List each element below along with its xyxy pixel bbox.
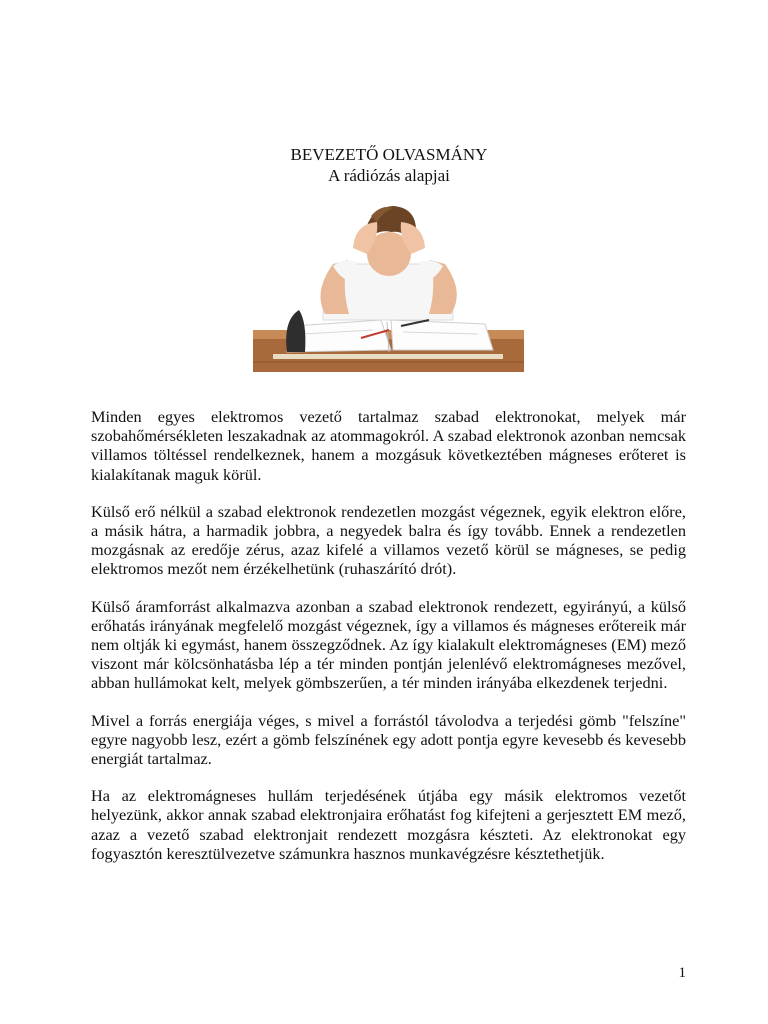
document-subtitle: A rádiózás alapjai xyxy=(328,166,450,185)
paragraph: Mivel a forrás energiája véges, s mivel a forrástól távolodva a terjedési gömb "felszíne" egyre nagyobb lesz, ezért a gömb felszínének egy adott pontja egyre kevesebb és kevesebb energiát tartalmaz. xyxy=(91,710,686,769)
document-body xyxy=(91,407,686,881)
document-heading xyxy=(0,144,768,186)
paragraph: Külső áramforrást alkalmazva azonban a szabad elektronok rendezett, egyirányú, a külső erőhatás irányának megfelelő mozgást végeznek, így a villamos és mágneses erőtereik már nem oltják ki egymást, hanem összegződnek. Az így kialakult elektromágneses (EM) mező viszont már kölcsönhatásba lép a tér minden pontján jelenlévő elektromágneses mezővel, abban hullámokat kelt, melyek gömbszerűen, a tér minden irányába elkezdenek terjedni. xyxy=(91,596,686,693)
paragraph: Külső erő nélkül a szabad elektronok rendezetlen mozgást végeznek, egyik elektron előre, a másik hátra, a harmadik jobbra, a negyedek balra és így tovább. Ennek a rendezetlen mozgásnak az eredője zérus, azaz kifelé a villamos vezető körül se mágneses, se pedig elektromos mezőt nem érzékelhetünk (ruhaszárító drót). xyxy=(91,501,686,579)
paragraph: Minden egyes elektromos vezető tartalmaz szabad elektronokat, melyek már szobahőmérsékleten leszakadnak az atommagokról. A szabad elektronok azonban nemcsak villamos töltéssel rendelkeznek, hanem a mozgásuk következtében mágneses erőteret is kialakítanak maguk körül. xyxy=(91,407,686,484)
page-number: 1 xyxy=(678,965,686,981)
stressed-student-icon xyxy=(253,202,524,372)
paragraph: Ha az elektromágneses hullám terjedésének útjába egy másik elektromos vezetőt helyezünk, akkor annak szabad elektronjaira erőhatást fog kifejteni a gerjesztett EM mező, azaz a vezető szabad elektronjait rendezett mozgásra készteti. Az elektronokat egy fogyasztón keresztülvezetve számunkra hasznos munkavégzésre késztethetjük. xyxy=(91,786,686,863)
stressed-student-photo xyxy=(253,202,524,372)
document-title: BEVEZETŐ OLVASMÁNY xyxy=(290,145,488,164)
